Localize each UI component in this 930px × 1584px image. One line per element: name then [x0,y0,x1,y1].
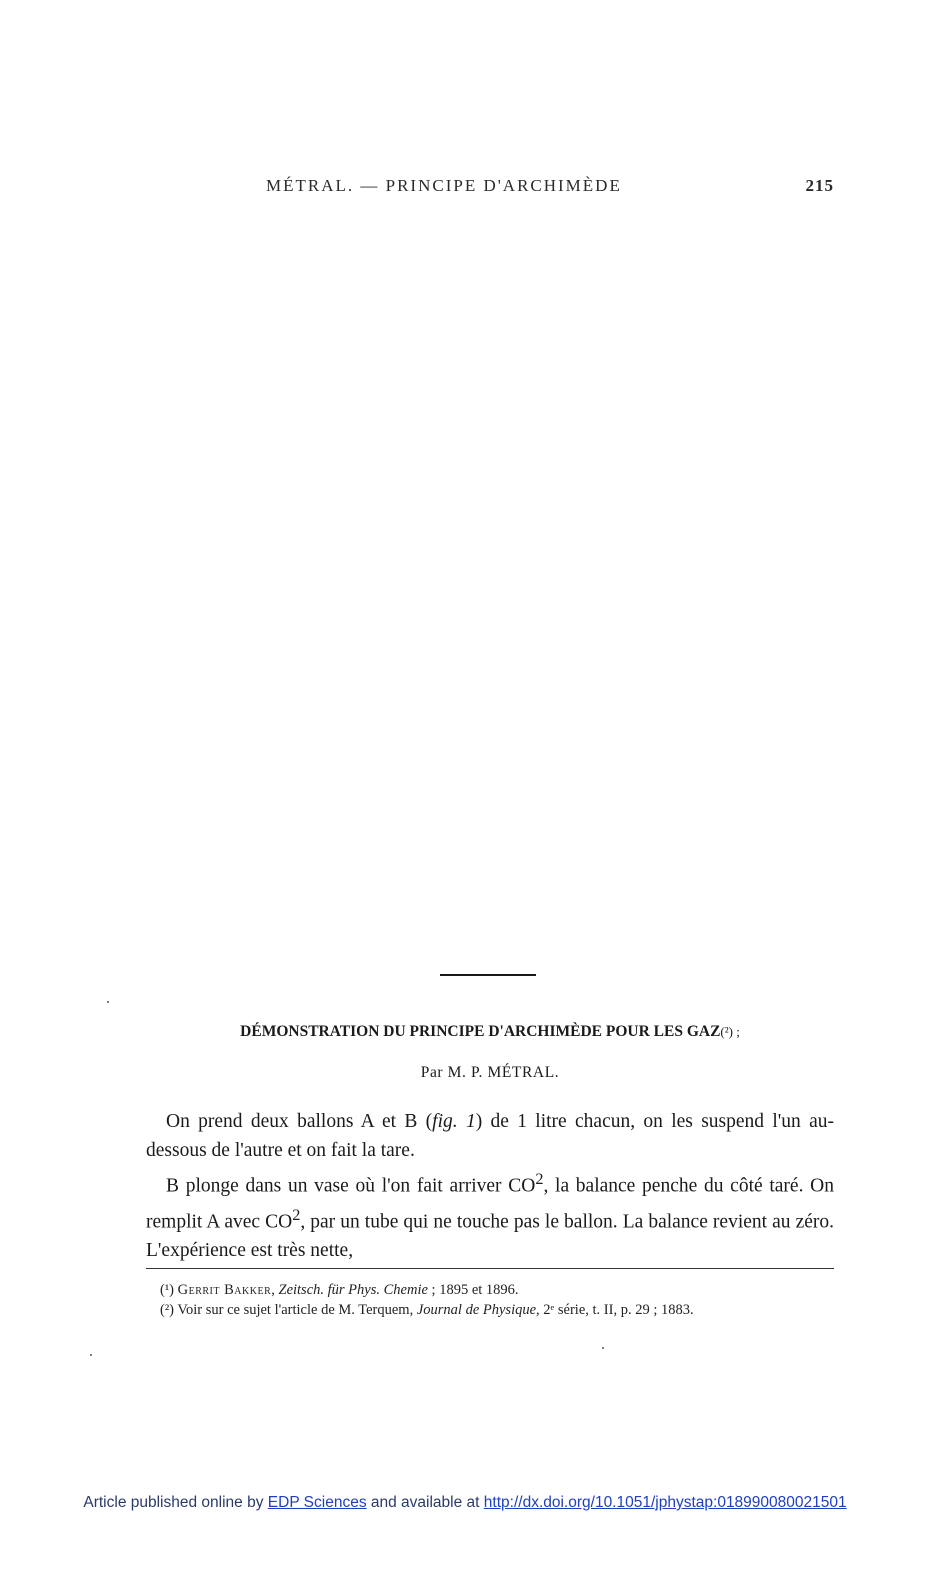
footnote-1-author: Gerrit Bakker [177,1282,272,1298]
footnote-2-text: Voir sur ce sujet l'article de M. Terquem, [177,1302,414,1318]
footnotes [146,1280,834,1320]
section-separator-rule [440,974,536,976]
scan-speck [602,1347,604,1349]
footnote-1-rest: ; 1895 et 1896. [431,1282,519,1298]
superscript-2: 2 [535,1170,544,1188]
paragraph-2 [146,1165,834,1265]
publication-footer [0,1494,930,1512]
paragraph-2-part-b: , la balance penche du côté taré. On remplit A avec CO [146,1175,835,1232]
superscript-2: 2 [292,1205,301,1224]
paragraph-1 [146,1107,834,1165]
footnote-rule [146,1268,834,1269]
footnote-2-journal: Journal de Physique [416,1302,537,1318]
scan-speck [90,1354,92,1356]
paragraph-2-part-a: B plonge dans un vase où l'on fait arriver CO [166,1175,536,1197]
body-text [146,1107,834,1265]
figure-reference: fig. 1 [432,1111,476,1132]
paragraph-1-part-b: ) de 1 litre chacun, on les suspend l'un au-dessous de l'autre et on fait la tare. [146,1111,834,1161]
footnote-2-rest: , 2ᵉ série, t. II, p. 29 ; 1883. [536,1302,694,1318]
footnote-1-mark: (¹) [160,1282,175,1298]
page-number: 215 [805,176,834,195]
footer-prefix: Article published online by [83,1494,264,1511]
article-title [146,1023,834,1041]
footnote-1-journal: Zeitsch. für Phys. Chemie [278,1282,428,1298]
footnote-2 [146,1300,834,1320]
footnote-1: (¹) Gerrit Bakker, Zeitsch. für Phys. Chemie ; 1895 et 1896. [160,1282,519,1298]
running-head [146,176,834,198]
publisher-link[interactable]: EDP Sciences [267,1494,367,1511]
scan-speck [107,1001,109,1003]
doi-link[interactable]: http://dx.doi.org/10.1051/jphystap:018990080021501 [483,1494,847,1511]
article-title-text: DÉMONSTRATION DU PRINCIPE D'ARCHIMÈDE POUR LES GAZ [240,1023,721,1040]
running-title: MÉTRAL. — PRINCIPE D'ARCHIMÈDE [266,176,622,195]
paragraph-2-part-c: , par un tube qui ne touche pas le ballon. La balance revient au zéro. L'expérience est très nette, [146,1211,834,1261]
footnote-2-mark: (²) [160,1302,175,1318]
title-footnote-ref: (²) ; [720,1024,740,1039]
paragraph-1-part-a: On prend deux ballons A et B ( [166,1111,433,1132]
author-line: Par M. P. MÉTRAL. [420,1064,560,1081]
footer-middle: and available at [370,1494,480,1511]
